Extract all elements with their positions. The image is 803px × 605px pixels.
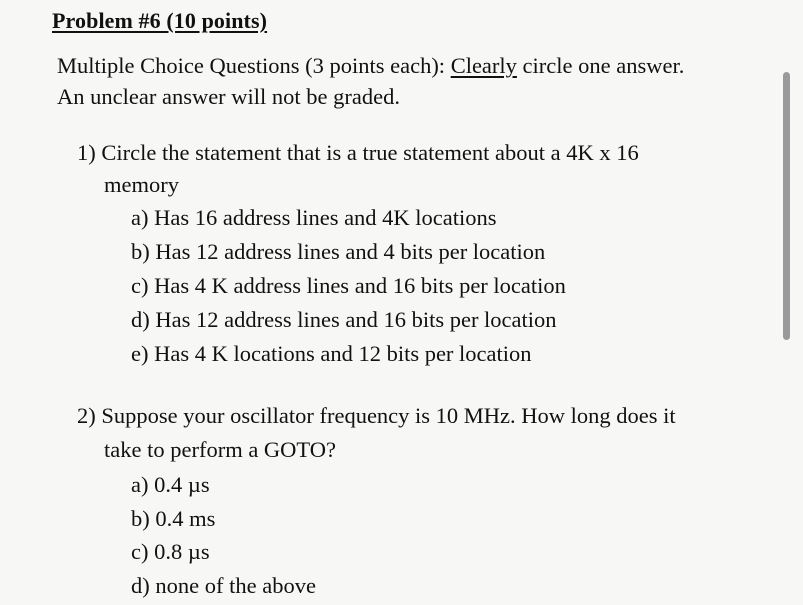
instructions-text-2: circle one answer.	[516, 53, 685, 78]
question-2-option-d[interactable]: d) none of the above	[131, 573, 316, 598]
question-1-line-2: memory	[104, 172, 179, 197]
question-1-option-a[interactable]: a) Has 16 address lines and 4K locations	[131, 205, 497, 230]
question-1-line-1: 1) Circle the statement that is a true statement about a 4K x 16	[77, 140, 639, 165]
question-2-line-2: take to perform a GOTO?	[104, 437, 336, 462]
question-1-option-c[interactable]: c) Has 4 K address lines and 16 bits per location	[131, 273, 566, 298]
question-2-line-1: 2) Suppose your oscillator frequency is 10 MHz. How long does it	[77, 403, 676, 428]
problem-title: Problem #6 (10 points)	[52, 8, 268, 33]
question-2-option-c[interactable]: c) 0.8 µs	[131, 539, 210, 564]
vertical-scrollbar[interactable]	[783, 72, 790, 340]
instructions-line-2: An unclear answer will not be graded.	[57, 84, 401, 109]
instructions	[57, 50, 777, 112]
question-1-option-b[interactable]: b) Has 12 address lines and 4 bits per location	[131, 239, 546, 264]
question-1-option-d[interactable]: d) Has 12 address lines and 16 bits per location	[131, 307, 557, 332]
question-2-option-a[interactable]: a) 0.4 µs	[131, 472, 210, 497]
question-2-option-b[interactable]: b) 0.4 ms	[131, 506, 216, 531]
instructions-emphasis: Clearly	[450, 53, 517, 78]
instructions-text-1: Multiple Choice Questions (3 points each):	[57, 53, 451, 78]
question-1-option-e[interactable]: e) Has 4 K locations and 12 bits per location	[131, 341, 532, 366]
